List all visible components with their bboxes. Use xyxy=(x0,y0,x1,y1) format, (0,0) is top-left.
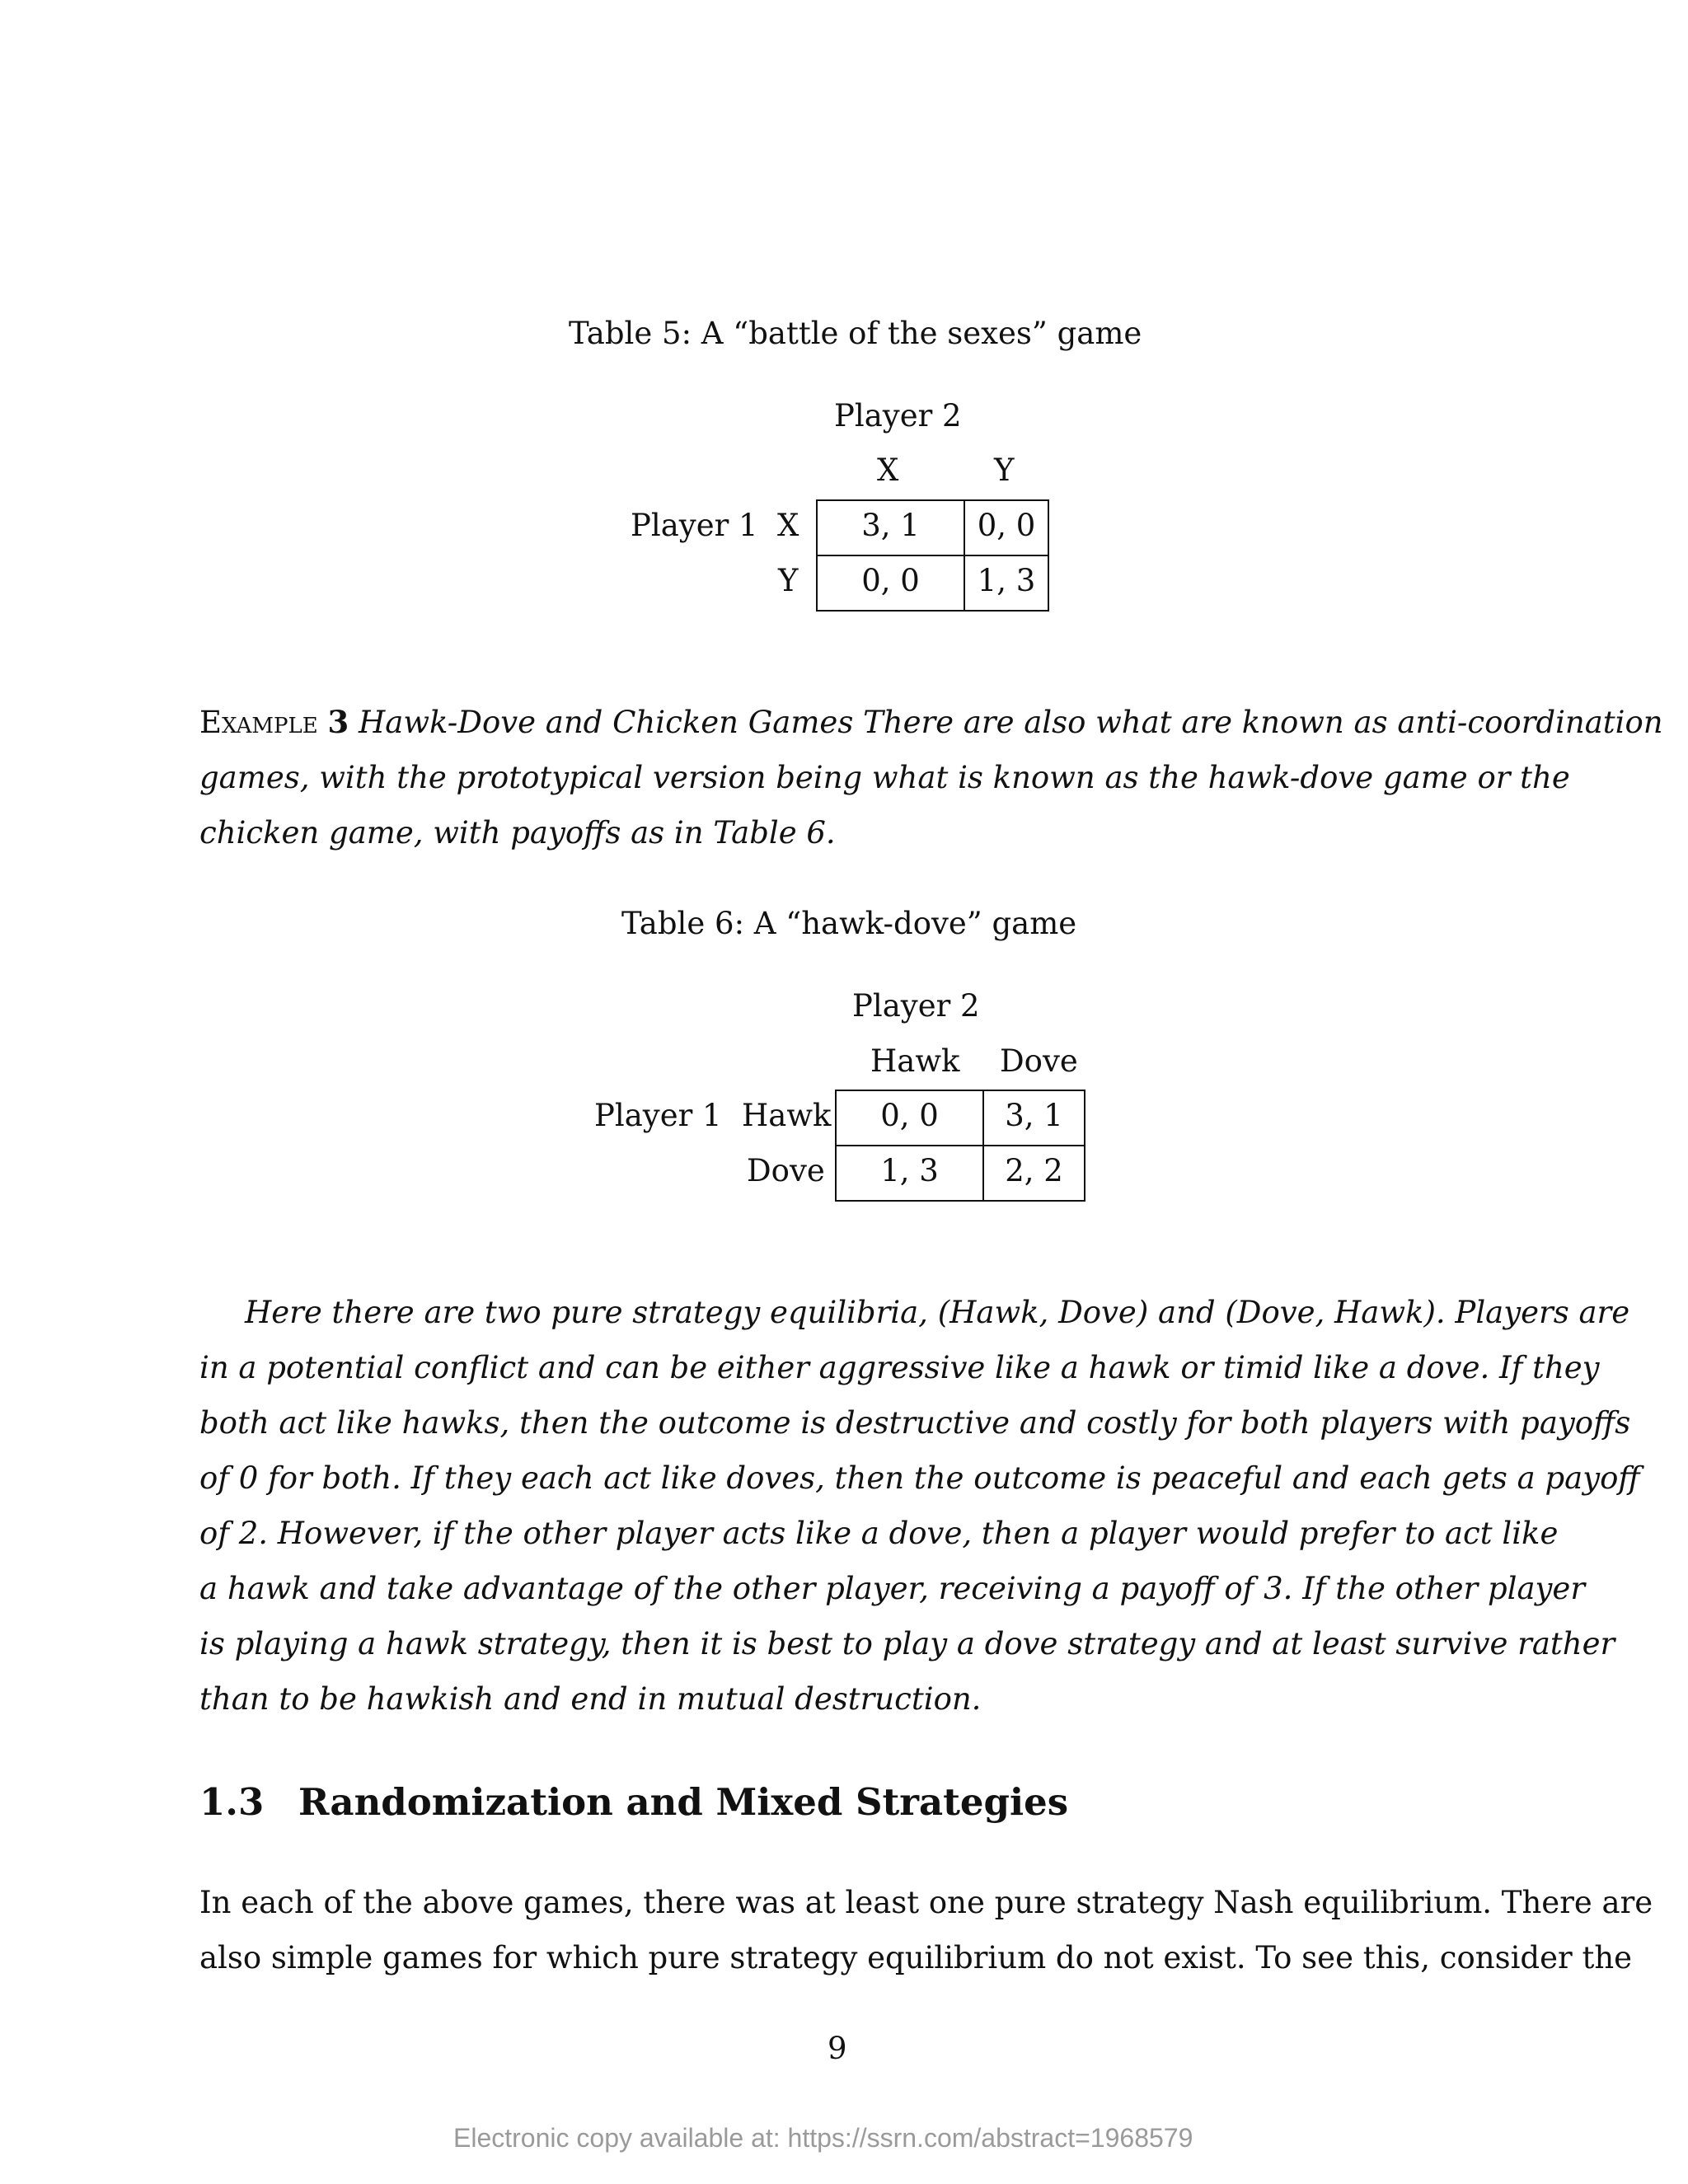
discussion-line: than to be hawkish and end in mutual destruction. xyxy=(199,1681,982,1717)
table5-cell-yx: 0, 0 xyxy=(861,563,920,598)
discussion-line: Here there are two pure strategy equilibria, (Hawk, Dove) and (Dove, Hawk). Players are xyxy=(245,1295,1630,1330)
table5-row-strategy-y: Y xyxy=(778,563,799,598)
section-number: 1.3 xyxy=(199,1780,265,1824)
table5-col-strategy-y: Y xyxy=(994,452,1015,488)
table5-cell-yy: 1, 3 xyxy=(977,563,1036,598)
example3-line-3: chicken game, with payoffs as in Table 6. xyxy=(199,815,836,851)
discussion-line: of 2. However, if the other player acts like a dove, then a player would prefer to act like xyxy=(199,1516,1559,1551)
table6-cell-hh: 0, 0 xyxy=(880,1098,939,1133)
page-number: 9 xyxy=(828,2031,847,2066)
table5-row-strategy-x: X xyxy=(777,508,799,543)
ssrn-footer: Electronic copy available at: https://ssrn.com/abstract=1968579 xyxy=(453,2123,1193,2153)
discussion-line: a hawk and take advantage of the other player, receiving a payoff of 3. If the other player xyxy=(199,1571,1586,1606)
section-line: In each of the above games, there was at least one pure strategy Nash equilibrium. There are xyxy=(199,1885,1653,1920)
section-line: also simple games for which pure strategy equilibrium do not exist. To see this, consider the xyxy=(199,1940,1633,1975)
table6-col-strategy-hawk: Hawk xyxy=(870,1043,960,1079)
table6-cell-hd: 3, 1 xyxy=(1005,1098,1063,1133)
example-number: 3 xyxy=(327,704,349,740)
table5-row-player: Player 1 xyxy=(631,508,758,543)
table6-col-strategy-dove: Dove xyxy=(1000,1043,1078,1079)
table6-row-player: Player 1 xyxy=(594,1098,722,1133)
table6-cell-dd: 2, 2 xyxy=(1005,1153,1063,1188)
example3-line-2: games, with the prototypical version being what is known as the hawk-dove game or the xyxy=(199,760,1570,795)
table6-col-player: Player 2 xyxy=(852,988,980,1024)
example-label: Example xyxy=(199,705,318,740)
table6-row-strategy-hawk: Hawk xyxy=(742,1098,832,1133)
table5-cell-xy: 0, 0 xyxy=(977,508,1036,543)
discussion-line: in a potential conflict and can be either aggressive like a hawk or timid like a dove. If they xyxy=(199,1350,1600,1385)
example3-paragraph xyxy=(199,695,1663,860)
table6-caption: Table 6: A “hawk-dove” game xyxy=(621,906,1077,941)
table5-caption: Table 5: A “battle of the sexes” game xyxy=(569,316,1142,351)
section-paragraph xyxy=(199,1875,1653,1985)
table6-row-strategy-dove: Dove xyxy=(747,1153,825,1188)
table5-col-strategy-x: X xyxy=(877,452,899,488)
section-title: Randomization and Mixed Strategies xyxy=(298,1780,1069,1824)
example3-line-1: Hawk-Dove and Chicken Games There are also what are known as anti-coordination xyxy=(359,705,1663,740)
table5-cell-xx: 3, 1 xyxy=(861,508,920,543)
discussion-line: of 0 for both. If they each act like doves, then the outcome is peaceful and each gets a payoff xyxy=(199,1460,1640,1496)
discussion-line: both act like hawks, then the outcome is destructive and costly for both players with payoffs xyxy=(199,1405,1631,1441)
table6-cell-dh: 1, 3 xyxy=(880,1153,939,1188)
table5-col-player: Player 2 xyxy=(834,398,962,434)
discussion-paragraph xyxy=(199,1285,1640,1727)
discussion-line: is playing a hawk strategy, then it is best to play a dove strategy and at least survive rather xyxy=(199,1626,1615,1661)
